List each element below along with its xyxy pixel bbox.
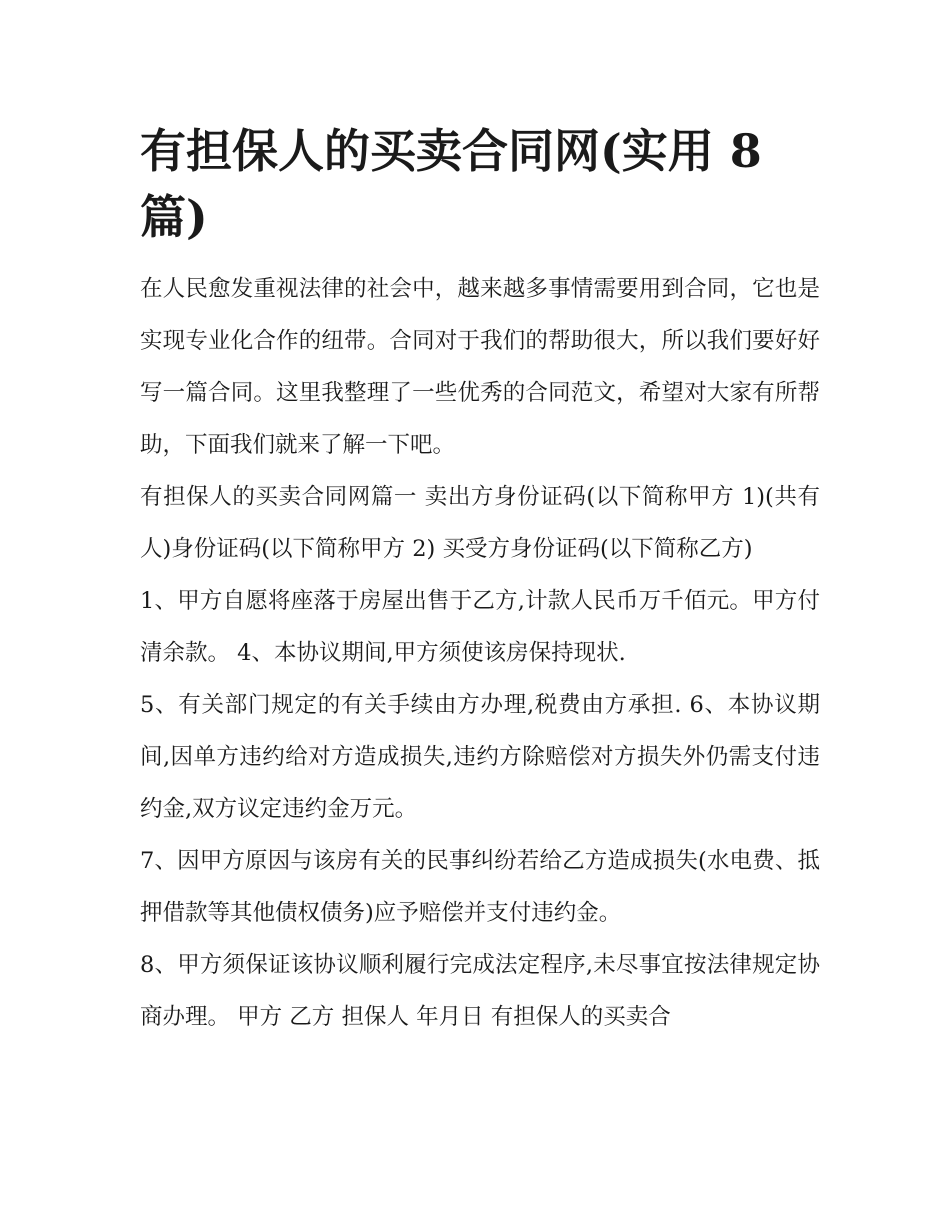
paragraph-clause-8: 8、甲方须保证该协议顺利履行完成法定程序,未尽事宜按法律规定协商办理。 甲方 乙方 担保人 年月日 有担保人的买卖合: [140, 952, 820, 1030]
paragraph-intro: 在人民愈发重视法律的社会中，越来越多事情需要用到合同，它也是实现专业化合作的纽带。合同对于我们的帮助很大，所以我们要好好写一篇合同。这里我整理了一些优秀的合同范文，希望对大家有所帮助，下面我们就来了解一下吧。: [140, 276, 820, 458]
paragraph-clause-5-6: 5、有关部门规定的有关手续由方办理,税费由方承担. 6、本协议期间,因单方违约给对方造成损失,违约方除赔偿对方损失外仍需支付违约金,双方议定违约金万元。: [140, 692, 820, 822]
paragraph-clause-7: 7、因甲方原因与该房有关的民事纠纷若给乙方造成损失(水电费、抵押借款等其他债权债务)应予赔偿并支付违约金。: [140, 848, 820, 926]
paragraph-clause-1-4: 1、甲方自愿将座落于房屋出售于乙方,计款人民币万千佰元。甲方付清余款。 4、本协议期间,甲方须使该房保持现状.: [140, 588, 820, 666]
document-page: [140, 118, 820, 1043]
document-title: 有担保人的买卖合同网(实用 8 篇): [140, 124, 762, 244]
paragraph-parties: 有担保人的买卖合同网篇一 卖出方身份证码(以下简称甲方 1)(共有人)身份证码(以下简称甲方 2) 买受方身份证码(以下简称乙方): [140, 484, 820, 562]
